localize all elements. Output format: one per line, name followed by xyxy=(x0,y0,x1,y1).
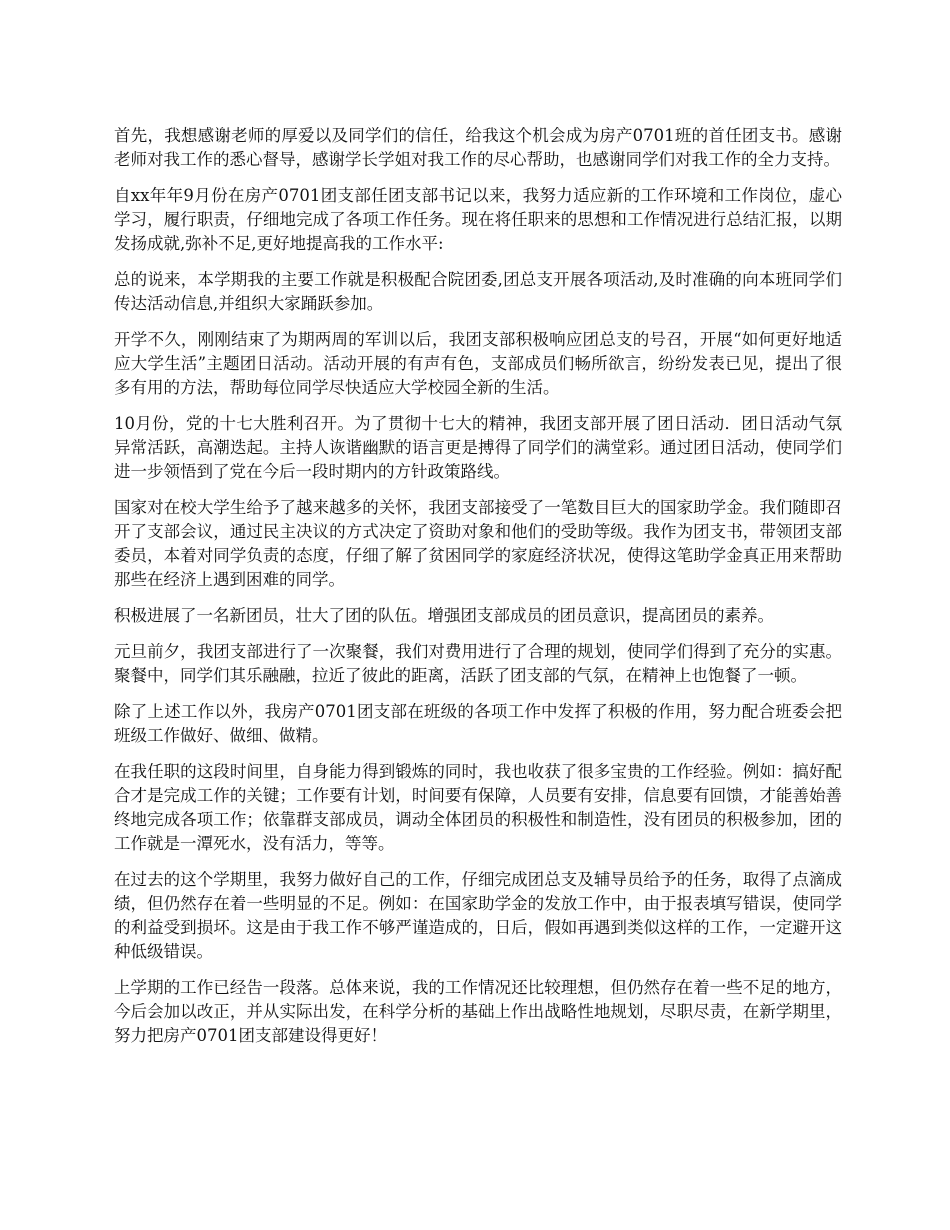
paragraph-10: 在我任职的这段时间里，自身能力得到锻炼的同时，我也收获了很多宝贵的工作经验。例如：搞好配合才是完成工作的关键；工作要有计划，时间要有保障，人员要有安排，信息要有回馈，才能善始善终地完成各项工作；依靠群支部成员，调动全体团员的积极性和制造性，没有团员的积极参加，团的工作就是一潭死水，没有活力，等等。 xyxy=(114,762,842,853)
paragraph-1: 首先，我想感谢老师的厚爱以及同学们的信任，给我这个机会成为房产0701班的首任团支书。感谢老师对我工作的悉心督导，感谢学长学姐对我工作的尽心帮助，也感谢同学们对我工作的全力支持。 xyxy=(114,126,842,169)
paragraph-12: 上学期的工作已经告一段落。总体来说，我的工作情况还比较理想，但仍然存在着一些不足的地方，今后会加以改正，并从实际出发，在科学分析的基础上作出战略性地规划，尽职尽责，在新学期里，努力把房产0701团支部建设得更好！ xyxy=(114,978,842,1045)
paragraph-11: 在过去的这个学期里，我努力做好自己的工作，仔细完成团总支及辅导员给予的任务，取得了点滴成绩，但仍然存在着一些明显的不足。例如：在国家助学金的发放工作中，由于报表填写错误，使同学的利益受到损坏。这是由于我工作不够严谨造成的，日后，假如再遇到类似这样的工作，一定避开这种低级错误。 xyxy=(114,870,842,961)
paragraph-7: 积极进展了一名新团员，壮大了团的队伍。增强团支部成员的团员意识，提高团员的素养。 xyxy=(114,606,774,625)
paragraph-4: 开学不久，刚刚结束了为期两周的军训以后，我团支部积极响应团总支的号召，开展“如何更好地适应大学生活”主题团日活动。活动开展的有声有色，支部成员们畅所欲言，纷纷发表已见，提出了很多有用的方法，帮助每位同学尽快适应大学校园全新的生活。 xyxy=(114,330,842,397)
paragraph-2: 自xx年年9月份在房产0701团支部任团支部书记以来，我努力适应新的工作环境和工作岗位，虚心学习，履行职责，仔细地完成了各项工作任务。现在将任职来的思想和工作情况进行总结汇报，以期发扬成就,弥补不足,更好地提高我的工作水平: xyxy=(114,186,842,253)
paragraph-8: 元旦前夕，我团支部进行了一次聚餐，我们对费用进行了合理的规划，使同学们得到了充分的实惠。聚餐中，同学们其乐融融，拉近了彼此的距离，活跃了团支部的气氛，在精神上也饱餐了一顿。 xyxy=(114,642,842,685)
paragraph-6: 国家对在校大学生给予了越来越多的关怀，我团支部接受了一笔数目巨大的国家助学金。我们随即召开了支部会议，通过民主决议的方式决定了资助对象和他们的受助等级。我作为团支书，带领团支部委员，本着对同学负责的态度，仔细了解了贫困同学的家庭经济状况，使得这笔助学金真正用来帮助那些在经济上遇到困难的同学。 xyxy=(114,498,842,589)
paragraph-5: 10月份，党的十七大胜利召开。为了贯彻十七大的精神，我团支部开展了团日活动．团日活动气氛异常活跃，高潮迭起。主持人诙谐幽默的语言更是搏得了同学们的满堂彩。通过团日活动，使同学们进一步领悟到了党在今后一段时期内的方针政策路线。 xyxy=(114,414,842,481)
paragraph-9: 除了上述工作以外，我房产0701团支部在班级的各项工作中发挥了积极的作用，努力配合班委会把班级工作做好、做细、做精。 xyxy=(114,702,842,745)
paragraph-3: 总的说来，本学期我的主要工作就是积极配合院团委,团总支开展各项活动,及时准确的向本班同学们传达活动信息,并组织大家踊跃参加。 xyxy=(114,270,842,313)
document-body xyxy=(114,124,842,1060)
